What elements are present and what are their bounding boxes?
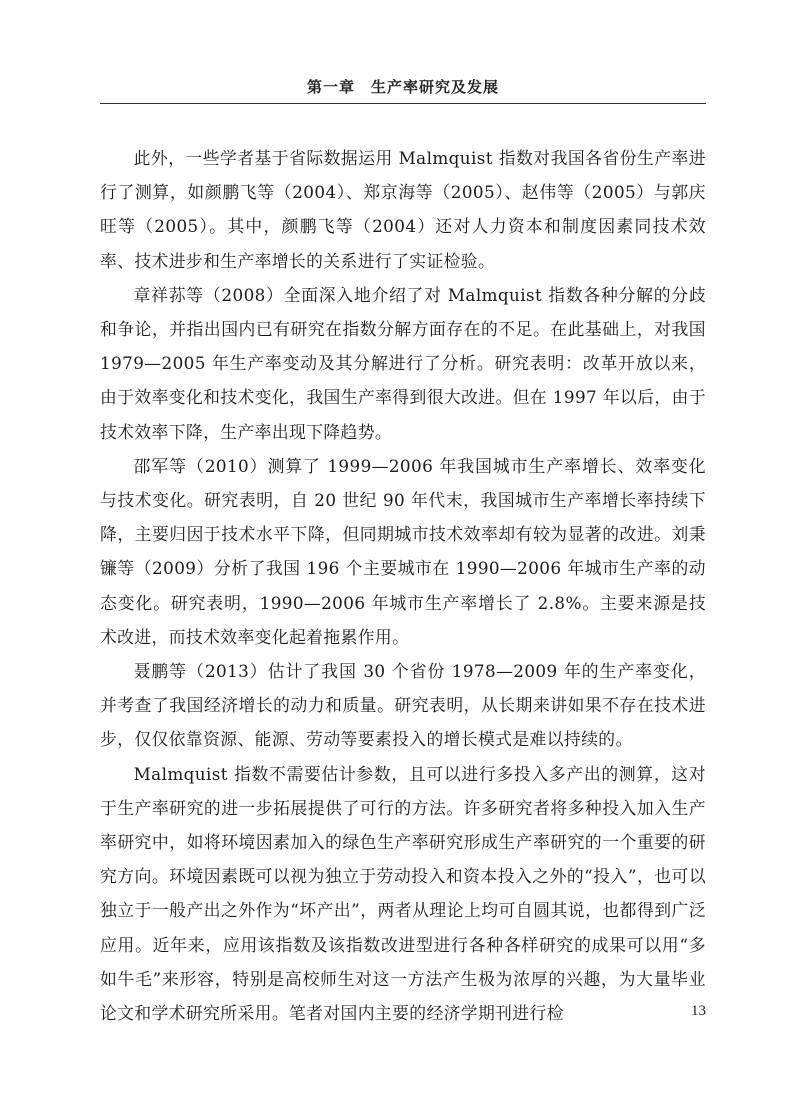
paragraph-1: 此外，一些学者基于省际数据运用 Malmquist 指数对我国各省份生产率进行了测算，如颜鹏飞等（2004）、郑京海等（2005）、赵伟等（2005）与郭庆旺等（2005）。其中，颜鹏飞等（2004）还对人力资本和制度因素同技术效率、技术进步和生产率增长的关系进行了实证检验。 [100,148,706,271]
paragraph-5: Malmquist 指数不需要估计参数，且可以进行多投入多产出的测算，这对于生产率研究的进一步拓展提供了可行的方法。许多研究者将多种投入加入生产率研究中，如将环境因素加入的绿色生产率研究形成生产率研究的一个重要的研究方向。环境因素既可以视为独立于劳动投入和资本投入之外的“投入”，也可以独立于一般产出之外作为“坏产出”，两者从理论上均可自圆其说，也都得到广泛应用。近年来，应用该指数及该指数改进型进行各种各样研究的成果可以用“多如牛毛”来形容，特别是高校师生对这一方法产生极为浓厚的兴趣，为大量毕业论文和学术研究所采用。笔者对国内主要的经济学期刊进行检 [100,763,706,1024]
paragraph-3: 邵军等（2010）测算了 1999—2006 年我国城市生产率增长、效率变化与技术变化。研究表明，自 20 世纪 90 年代末，我国城市生产率增长率持续下降，主要归因于技术水平下降，但同期城市技术效率却有较为显著的改进。刘秉镰等（2009）分析了我国 196 个主要城市在 1990—2006 年城市生产率的动态变化。研究表明，1990—2006 年城市生产率增长了 2.8%。主要来源是技术改进，而技术效率变化起着拖累作用。 [100,455,706,647]
page-number: 13 [691,1003,706,1019]
paragraph-2: 章祥荪等（2008）全面深入地介绍了对 Malmquist 指数各种分解的分歧和争论，并指出国内已有研究在指数分解方面存在的不足。在此基础上，对我国1979—2005 年生产率变动及其分解进行了分析。研究表明：改革开放以来，由于效率变化和技术变化，我国生产率得到很大改进。但在 1997 年以后，由于技术效率下降，生产率出现下降趋势。 [100,284,706,442]
header-divider [100,103,706,104]
running-header-chapter-title: 第一章 生产率研究及发展 [306,78,499,96]
paragraph-4: 聂鹏等（2013）估计了我国 30 个省份 1978—2009 年的生产率变化，并考查了我国经济增长的动力和质量。研究表明，从长期来讲如果不存在技术进步，仅仅依靠资源、能源、劳动等要素投入的增长模式是难以持续的。 [100,661,706,750]
body-text [100,141,706,1030]
